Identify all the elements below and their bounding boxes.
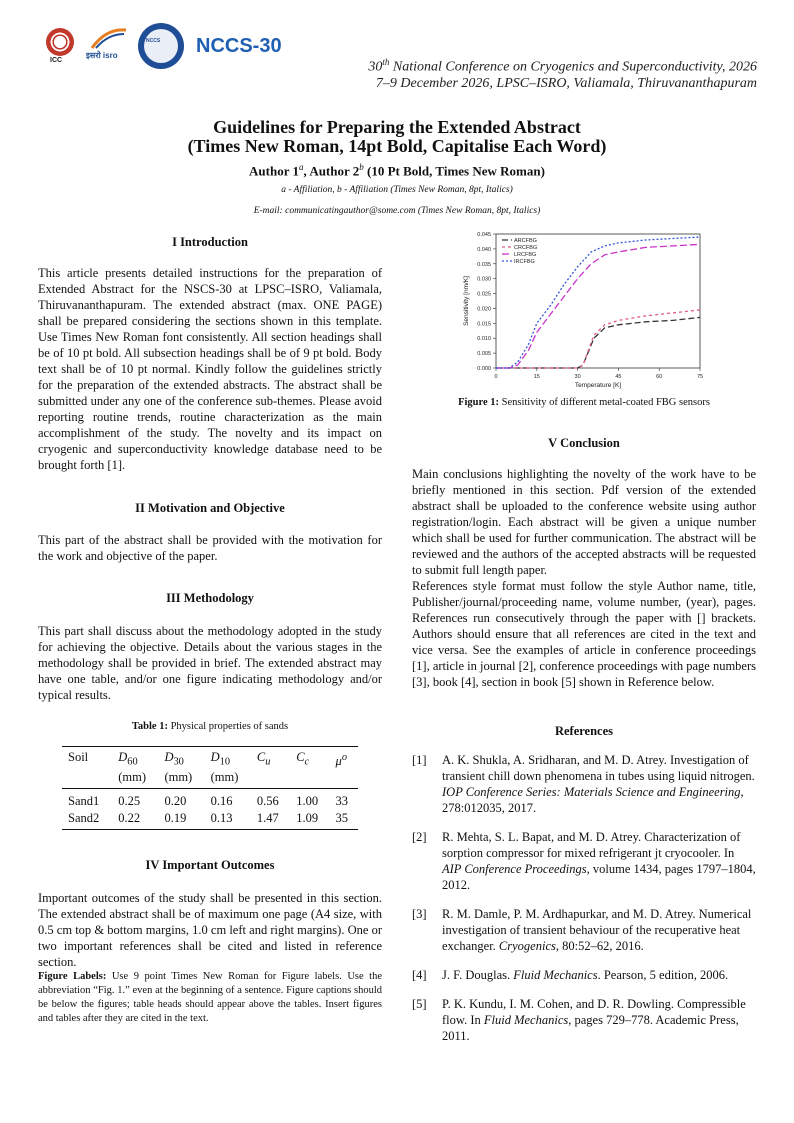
reference-list: [412, 752, 756, 1057]
author-1-sup: a: [299, 162, 304, 172]
x-tick-label: 75: [696, 374, 704, 380]
col-cu: $C_u$: [251, 747, 290, 789]
figure-caption-text: Sensitivity of different metal-coated FBG sensors: [499, 397, 710, 408]
icc-logo: [44, 26, 78, 66]
authors: [0, 162, 794, 179]
figure-labels-note: [38, 970, 382, 1026]
col-d60: $D_{60}$ (mm): [112, 747, 158, 789]
heading-outcomes: IV Important Outcomes: [145, 858, 275, 872]
isro-rocket-icon: [86, 26, 130, 52]
title-line-2: (Times New Roman, 14pt Bold, Capitalise Each Word): [187, 136, 607, 156]
y-tick-label: 0.000: [477, 366, 491, 372]
reference-item: [3] R. M. Damle, P. M. Ardhapurkar, and M. D. Atrey. Numerical investigation of transient behaviour of the recuperative heat exchanger. Cryogenics, 80:52–62, 2016.: [412, 907, 752, 953]
properties-table: [62, 746, 358, 830]
series-line-crcfbg: [496, 310, 700, 368]
y-tick-label: 0.010: [477, 336, 491, 343]
legend-label: IRCFBG: [514, 259, 535, 265]
author-note: (10 Pt Bold, Times New Roman): [363, 163, 545, 179]
table-row: Sand1 0.25 0.20 0.16 0.56 1.00 33: [68, 793, 349, 808]
y-tick-label: 0.020: [477, 306, 491, 313]
x-tick-label: 15: [533, 374, 540, 380]
table-caption-text: Physical properties of sands: [167, 721, 289, 732]
col-cc: $C_c$: [290, 747, 329, 789]
isro-logo: [86, 26, 130, 66]
col-soil: Soil: [62, 747, 112, 789]
col-d10: $D_{10}$ (mm): [205, 747, 251, 789]
logo-strip: [44, 22, 282, 70]
conference-line-2: 7–9 December 2026, LPSC–ISRO, Valiamala, Thiruvananthapuram: [375, 75, 757, 91]
reference-item: [4] J. F. Douglas. Fluid Mechanics. Pearson, 5 edition, 2006.: [412, 968, 729, 982]
conf-name: National Conference on Cryogenics and Superconductivity, 2026: [389, 59, 757, 75]
nccs-brand: NCCS-30: [196, 34, 282, 57]
heading-introduction: I Introduction: [172, 235, 248, 249]
y-tick-label: 0.030: [477, 276, 491, 283]
conference-info: [368, 54, 757, 92]
heading-references: References: [554, 724, 614, 738]
reference-item: [1] A. K. Shukla, A. Sridharan, and M. D. Atrey. Investigation of transient chill down phenomena in tubes using liquid nitrogen. IOP Conference Series: Materials Science and Engineering, 278:012035, 2017.: [412, 753, 755, 815]
nccs-emblem-text: NCCS: [146, 38, 161, 44]
author-sep: ,: [303, 163, 310, 179]
conf-number: 30: [368, 59, 383, 75]
conclusion-paragraph-2: References style format must follow the style Author name, title, Publisher/journal/proceeding name, volume number, (year), pages. References run consecutively through the paper with [] brackets. Authors should ensure that all references are cited in the text and vice versa. See the examples of article in conference proceedings [1], article in journal [2], conference proceedings with page numbers [3], book [4], section in book [5] shown in Reference below.: [412, 579, 756, 689]
x-tick-label: 30: [574, 374, 581, 380]
y-tick-label: 0.025: [477, 291, 491, 298]
figure-caption-label: Figure 1:: [458, 397, 499, 408]
nccs-emblem-inner: [144, 29, 178, 63]
conclusion-paragraph-1: Main conclusions highlighting the novelty of the work have to be briefly mentioned in this section. Pdf version of the extended abstract shall be uploaded to the conference website using author registration/login. Each abstract will be given a unique number which shall be used for further communication. The abstract will be reviewed and the authors of the accepted abstracts will be requested to submit full length paper.: [412, 467, 756, 577]
y-tick-label: 0.045: [477, 232, 491, 238]
isro-logo-text: इसरो isro: [86, 51, 118, 60]
legend-label: LRCFBG: [514, 252, 537, 258]
sensitivity-chart: [460, 230, 710, 390]
reference-item: [2] R. Mehta, S. L. Bapat, and M. D. Atrey. Characterization of sorption compressor for mixed refrigerant jt cryocooler. In AIP Conference Proceedings, volume 1434, pages 1797–1804, 2012.: [412, 830, 756, 892]
legend-label: ARCFBG: [514, 238, 537, 244]
conf-sup: th: [382, 57, 390, 67]
methodology-paragraph: This part shall discuss about the methodology adopted in the study for achieving the objective. Details about the various stages in the methodology shall be provided in brief. The extended abstract may have one table, and/or one figure indicating methodology and/or typical results.: [38, 624, 382, 702]
figure-labels-text: Use 9 point Times New Roman for Figure labels. Use the abbreviation “Fig. 1.” even at the beginning of a sentence. Figure captions should be below the figures; table heads should appear above the tables. Insert figures and tables after they are cited in the text.: [38, 971, 382, 1024]
conference-line-1: [368, 54, 757, 76]
nccs-emblem: [138, 23, 184, 69]
intro-paragraph: This article presents detailed instructions for the preparation of Extended Abstract for the NSCS-30 at LPSC–ISRO, Valiamala, Thiruvananthapuram. The extended abstract (max. ONE PAGE) shall be prepared considering the sections shown in this template. Use Times New Roman font consistently. All section headings shall be of 10 pt bold. All subsection headings shall be of 9 pt bold. Body text shall be of 10 pt normal. Kindly follow the guidelines strictly for the preparation of the extended abstracts. The abstract shall be submitted under any one of the conference sub-themes. Please avoid reporting routine trends, routine characterization as the main accomplishment of the study. The novelty and its impact on cryogenic and superconductivity knowledge database need to be brought forth [1].: [38, 266, 382, 472]
series-line-arcfbg: [496, 317, 700, 368]
author-2: Author 2: [309, 163, 360, 179]
author-1: Author 1: [249, 163, 300, 179]
heading-methodology: III Methodology: [166, 591, 254, 605]
icc-logo-text: ICC: [50, 57, 63, 64]
email: E-mail: communicatingauthor@some.com (Times New Roman, 8pt, Italics): [253, 206, 541, 216]
table-row: Sand2 0.22 0.19 0.13 1.47 1.09 35: [62, 810, 358, 830]
figure-labels-title: Figure Labels:: [38, 971, 107, 982]
x-tick-label: 0: [494, 374, 498, 380]
x-tick-label: 45: [615, 374, 622, 380]
heading-motivation: II Motivation and Objective: [135, 501, 285, 515]
col-d30: $D_{30}$ (mm): [158, 747, 204, 789]
y-tick-label: 0.035: [477, 261, 491, 268]
paper-title: [0, 118, 794, 156]
outcomes-paragraph: Important outcomes of the study shall be presented in this section. The extended abstract shall be of maximum one page (A4 size, with 0.5 cm top & bottom margins, 1.0 cm left and right margins). One or two important references shall be cited and listed in reference section.: [38, 891, 382, 969]
table-header-row: [62, 747, 358, 789]
y-tick-label: 0.040: [477, 246, 491, 253]
table-caption: [38, 721, 382, 732]
heading-conclusion: V Conclusion: [548, 436, 620, 450]
reference-item: [5] P. K. Kundu, I. M. Cohen, and D. R. Dowling. Compressible flow. In Fluid Mechanics, pages 729–778. Academic Press, 2011.: [412, 997, 746, 1043]
legend-label: CRCFBG: [514, 245, 538, 251]
affiliation: a - Affiliation, b - Affiliation (Times New Roman, 8pt, Italics): [281, 185, 513, 195]
icc-ring-icon: [46, 28, 74, 56]
y-tick-label: 0.015: [477, 321, 491, 328]
figure-caption: [412, 397, 756, 408]
x-axis-label: Temperature [K]: [574, 382, 622, 389]
title-line-1: Guidelines for Preparing the Extended Abstract: [213, 117, 581, 137]
y-tick-label: 0.005: [477, 351, 491, 358]
author-2-sup: b: [359, 162, 364, 172]
motivation-paragraph: This part of the abstract shall be provided with the motivation for the work and objective of the paper.: [38, 533, 382, 563]
col-mu: $\mu^o$: [330, 747, 358, 789]
x-tick-label: 60: [656, 374, 663, 380]
y-axis-label: Sensitivity [nm/K]: [463, 276, 470, 326]
table-caption-label: Table 1:: [131, 721, 168, 732]
